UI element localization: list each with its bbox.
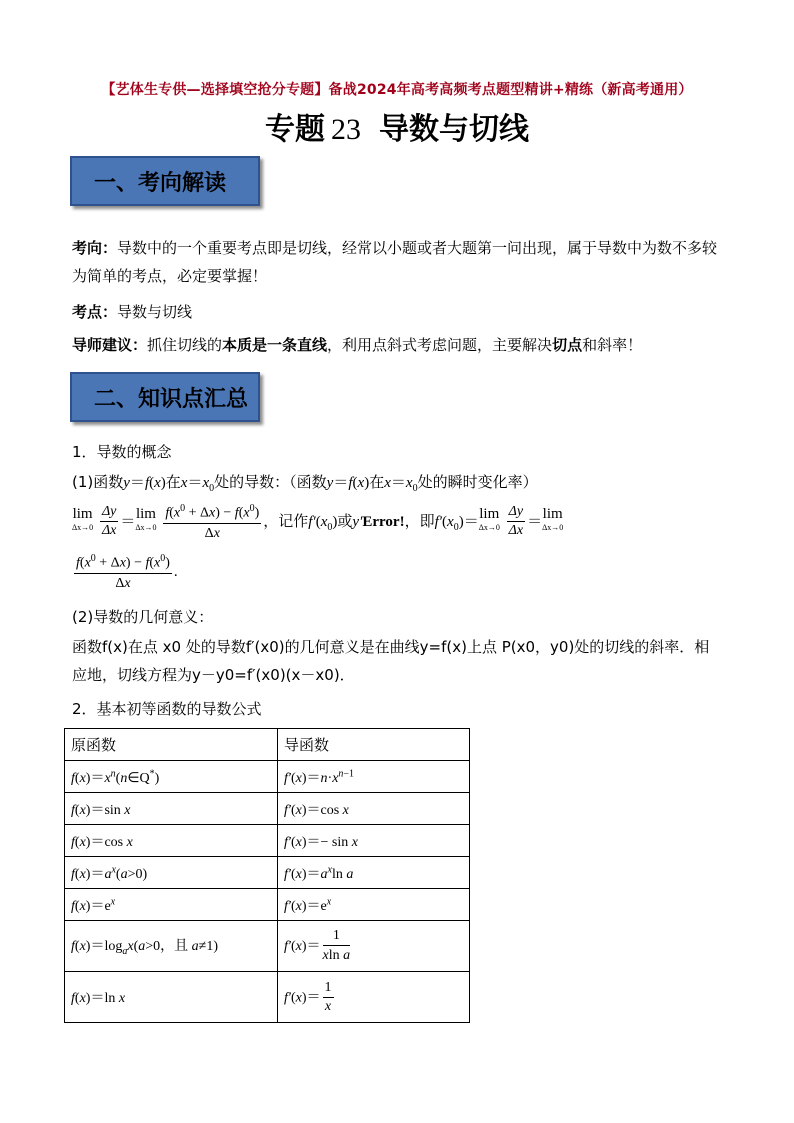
page-title: [0, 104, 794, 148]
lim-4: [542, 507, 563, 535]
knowledge-h3: 2．基本初等函数的导数公式: [72, 700, 262, 718]
table-row: $f(x)=e^x$ $f'(x)=e^x$: [65, 889, 470, 921]
lim-2-sub: Δx→0: [135, 523, 157, 533]
table-row: f(x)＝ln x f′(x)＝ $\frac{1}{x}$: [65, 972, 470, 1023]
lim-4-sub: Δx→0: [542, 523, 564, 533]
section-heading-2-label: 二、知识点汇总: [94, 386, 249, 412]
advice-text-b: 本质是一条直线: [222, 336, 328, 354]
derivative-definition-cont: $\frac{f(x^0 + \Delta x) - f(x^0)}{\Delta x}$ .: [72, 550, 722, 593]
table-row: $f(x)=x^n(n\in Q^*)$ $f'(x)=n\cdot x^{n-1}$: [65, 761, 470, 793]
p1-a: (1)函数: [72, 473, 124, 491]
advice-text-a: 抓住切线的: [147, 336, 223, 354]
lim-4-text: lim: [542, 506, 563, 523]
p1-b: 在: [165, 473, 181, 491]
table-header-row: [65, 729, 470, 761]
title-prefix: 专题: [265, 112, 325, 147]
lim-2: [135, 507, 156, 535]
advice-text-d: 切点: [552, 336, 583, 354]
section-heading-2: [70, 372, 260, 422]
table-header-original: 原函数: [65, 729, 278, 761]
section-heading-1-label: 一、考向解读: [94, 170, 227, 196]
fraction-dy-dx-2: $\frac{\Delta y}{\Delta x}$: [508, 503, 524, 538]
fraction-difference-1: $\frac{f(x^0 + \Delta x) - f(x^0)}{\Delta x}$: [163, 500, 261, 543]
table-row: f(x)＝sin x f′(x)＝cos x: [65, 793, 470, 825]
lim-1-sub: Δx→0: [72, 523, 94, 533]
lim-3-sub: Δx→0: [478, 523, 500, 533]
intro-kaoxiang: [72, 234, 722, 290]
top-banner: 【艺体生专供—选择填空抢分专题】备战2024年高考高频考点题型精讲+精练（新高考通用）: [101, 82, 693, 98]
kaodian-text: 导数与切线: [117, 303, 193, 321]
p1-e: 处的瞬时变化率）: [417, 473, 538, 491]
or-word: 或: [337, 511, 353, 530]
kaoxiang-label: 考向：: [72, 239, 118, 257]
lim-2-text: lim: [135, 506, 156, 523]
advice-text-c: ，利用点斜式考虑问题，主要解决: [327, 336, 553, 354]
advice-label: 导师建议：: [72, 336, 148, 354]
fraction-dy-dx-1: $\frac{\Delta y}{\Delta x}$: [101, 503, 117, 538]
kaodian-label: 考点：: [72, 303, 118, 321]
section-heading-1: [70, 156, 260, 206]
intro-kaodian: [72, 298, 722, 326]
knowledge-h2: (2)导数的几何意义：: [72, 608, 214, 626]
knowledge-h1: 1．导数的概念: [72, 443, 172, 461]
recorded-as: ，记作: [263, 511, 309, 530]
table-row: $f(x)=\log_ax(a>0$，且 a≠1) f′(x)＝ $\frac{1}{\text{xln a}}$: [65, 921, 470, 972]
table-row: $f(x)=a^x(a>0)$ $f'(x)=a^x\ln$ a: [65, 857, 470, 889]
title-text: 导数与切线: [379, 112, 529, 147]
error-text: Error!: [362, 513, 405, 530]
derivative-formula-table: [64, 728, 470, 1023]
lim-1-text: lim: [72, 506, 93, 523]
lim-3-text: lim: [479, 506, 500, 523]
knowledge-p1: (1)函数y＝f(x)在$x=x_0$处的导数：（函数y＝f(x)在$x=x_0$处的瞬时变化率）: [72, 473, 538, 494]
kaoxiang-text: 导数中的一个重要考点即是切线，经常以小题或者大题第一问出现，属于导数中为数不多较为简单的考点，必定要掌握！: [72, 239, 718, 285]
lim-1: [72, 507, 93, 535]
derivative-definition: lim Δx→0 $\frac{\Delta y}{\Delta x}$ ＝ lim Δx→0 $\frac{f(x^0 + \Delta x) - f(x^0)}{\Delta x}$ ，记作$f'(x_0)$或y′Error!，即$f'(x_0)=$ lim Δx→0 $\frac{\Delta y}{\Delta x}$ ＝ lim Δx→0: [72, 500, 722, 548]
table-header-derivative: 导函数: [278, 729, 470, 761]
p1-c: 处的导数：（函数: [214, 473, 327, 491]
table-row: f(x)＝cos x f′(x)＝− sin x: [65, 825, 470, 857]
title-number: 23: [331, 113, 361, 146]
fraction-difference-2: $\frac{f(x^0 + \Delta x) - f(x^0)}{\Delta x}$: [74, 550, 172, 593]
p1-d: 在: [369, 473, 385, 491]
lim-3: [479, 507, 500, 535]
advice-text-e: 和斜率！: [582, 336, 643, 354]
ie-word: ，即: [404, 511, 435, 530]
knowledge-p2: 函数f(x)在点 x0 处的导数f′(x0)的几何意义是在曲线y=f(x)上点 P(x0，y0)处的切线的斜率．相应地，切线方程为y－y0=f′(x0)(x－x0)．: [72, 638, 710, 684]
intro-advice: [72, 331, 722, 359]
